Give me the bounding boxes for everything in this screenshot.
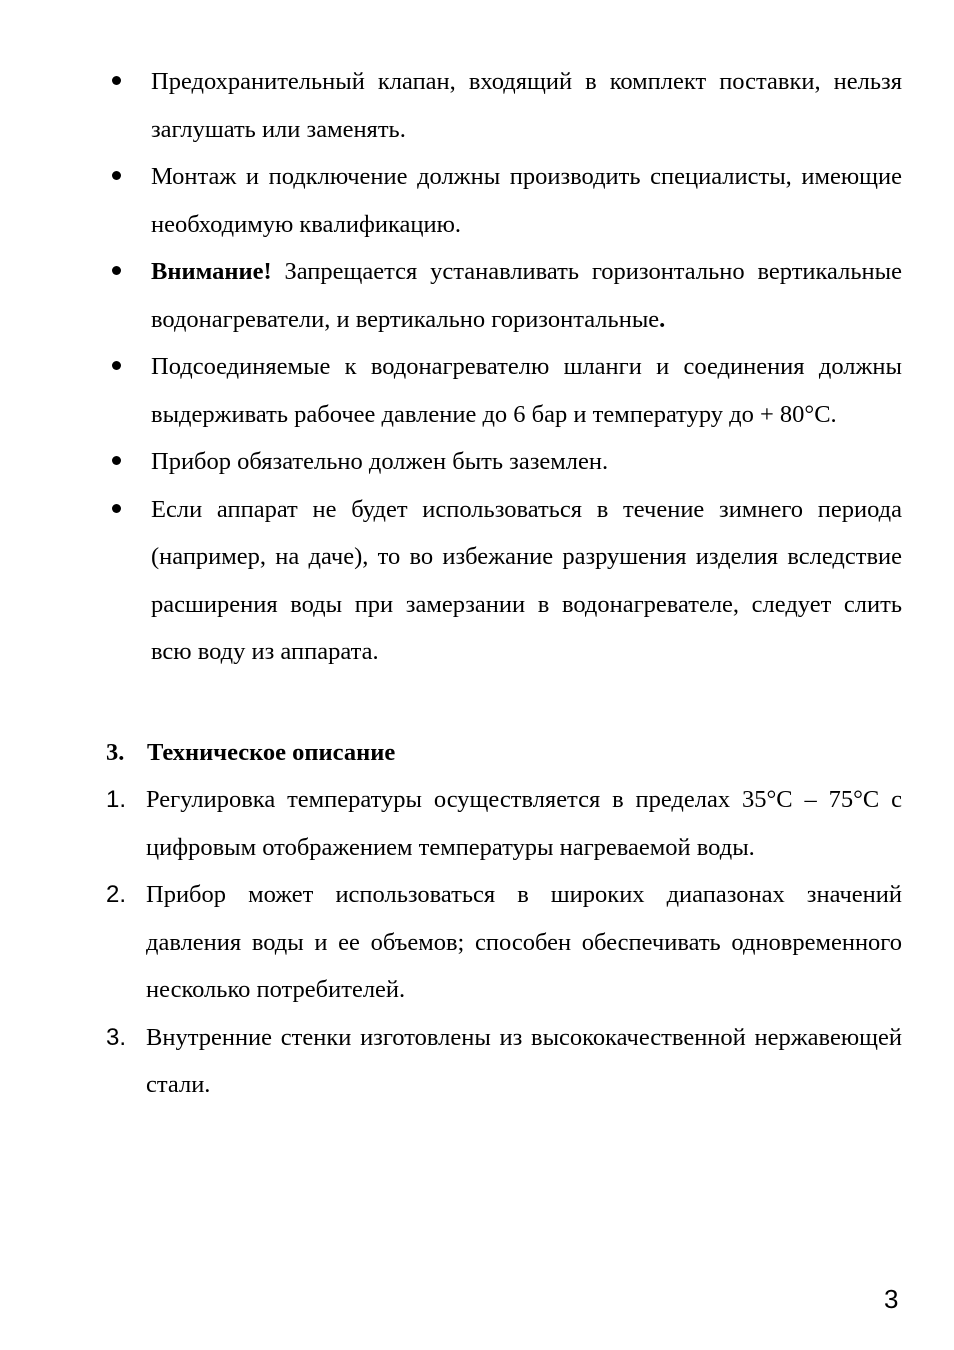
page-number: 3: [884, 1284, 899, 1314]
bullet-text: Предохранительный клапан, входящий в комплект поставки, нельзя заглушать или заменять.: [151, 68, 902, 143]
bullet-item-winter: [0, 486, 902, 676]
section-title: Техническое описание: [147, 739, 396, 766]
bullet-item-grounding: [0, 438, 902, 486]
section-heading: [106, 729, 395, 777]
list-item-number: 3.: [106, 1023, 127, 1051]
list-item-number: 1.: [106, 786, 127, 813]
bullet-icon: [112, 76, 121, 85]
section-number: 3.: [106, 739, 125, 766]
bullet-text-tail: .: [659, 305, 666, 333]
bullet-text: Запрещается устанавливать горизонтально вертикальные водонагреватели, и вертикально горизонтальные: [151, 258, 902, 333]
list-item-text: Прибор может использоваться в широких диапазонах значений давления воды и ее объемов; способен обеспечивать одновременного несколько потребителей.: [146, 881, 902, 1003]
bullet-icon: [112, 171, 121, 180]
bullet-icon: [112, 504, 121, 513]
warning-label: Внимание!: [151, 258, 272, 285]
list-item-pressure: [0, 871, 902, 1014]
list-item-text: Регулировка температуры осуществляется в пределах 35°C – 75°C с цифровым отображением температуры нагреваемой воды.: [146, 786, 902, 861]
list-item-temperature: [0, 776, 902, 871]
bullet-text: Монтаж и подключение должны производить специалисты, имеющие необходимую квалификацию.: [151, 163, 902, 238]
safety-bullet-list: [0, 58, 954, 676]
list-item-number: 2.: [106, 881, 127, 908]
bullet-icon: [112, 361, 121, 370]
bullet-item-installation: [0, 153, 902, 248]
bullet-icon: [112, 456, 121, 465]
bullet-item-warning: [0, 248, 902, 343]
bullet-icon: [112, 266, 121, 275]
bullet-text: Подсоединяемые к водонагревателю шланги и соединения должны выдерживать рабочее давление до 6 бар и температуру до + 80°C.: [151, 353, 902, 428]
bullet-text: Если аппарат не будет использоваться в течение зимнего периода (например, на даче), то во избежание разрушения изделия вследствие расширения воды при замерзании в водонагревателе, следует слить всю воду из аппарата.: [151, 495, 902, 665]
list-item-walls: [0, 1014, 902, 1109]
bullet-item-valve: [0, 58, 902, 153]
bullet-item-hoses: [0, 343, 902, 438]
technical-description-list: [0, 776, 954, 1109]
bullet-text: Прибор обязательно должен быть заземлен.: [151, 448, 609, 475]
list-item-text: Внутренние стенки изготовлены из высококачественной нержавеющей стали.: [146, 1023, 902, 1098]
